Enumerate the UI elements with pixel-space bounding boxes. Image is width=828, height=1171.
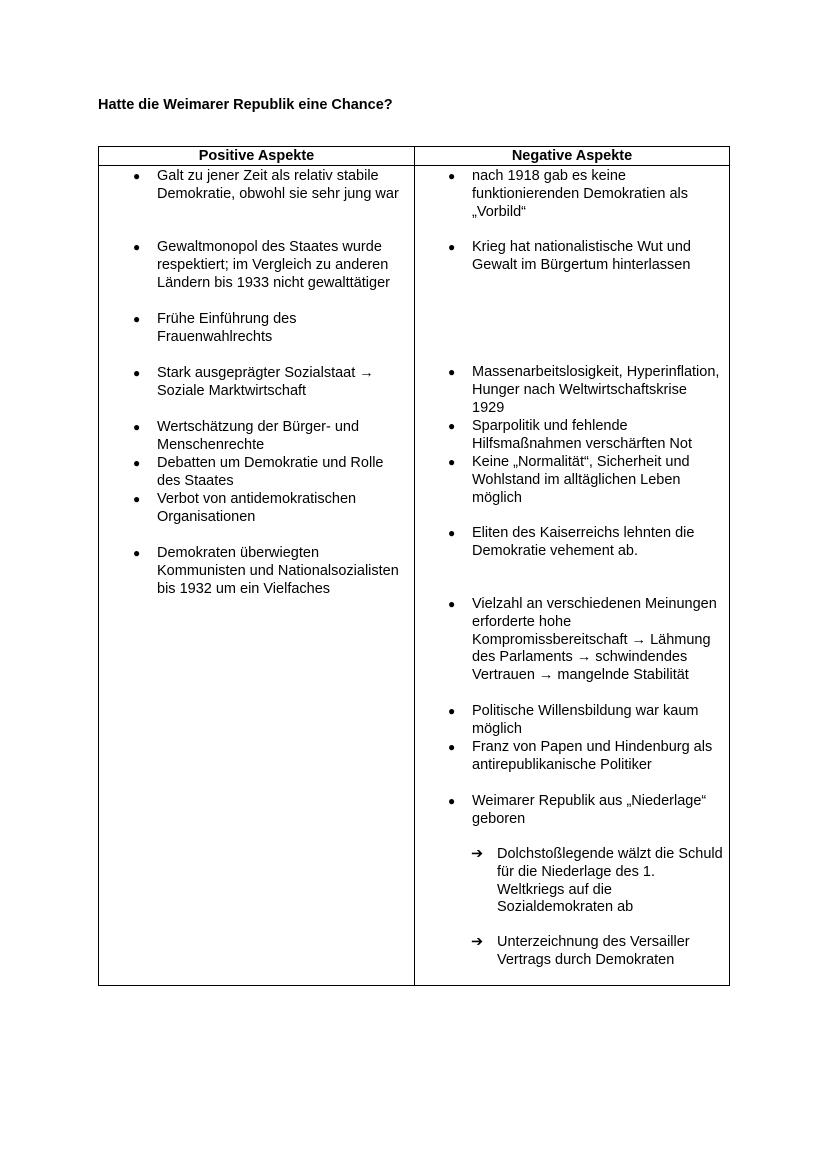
bullet-icon: ●: [448, 169, 456, 183]
bullet-icon: ●: [448, 704, 456, 718]
bullet-icon: ●: [133, 456, 141, 470]
positive-item: ● Wertschätzung der Bürger- und Menschenrechte: [133, 419, 360, 453]
header-positive: Positive Aspekte: [198, 148, 315, 164]
arrow-right-icon: ➔: [471, 934, 484, 950]
bullet-icon: ●: [448, 597, 456, 611]
bullet-icon: ●: [133, 366, 141, 380]
bullet-icon: ●: [448, 740, 456, 754]
bullet-icon: ●: [448, 419, 456, 433]
negative-subitem: ➔ Dolchstoßlegende wälzt die Schuld für die Niederlage des 1. Weltkriegs auf die Sozialdemokraten ab: [471, 846, 723, 916]
header-divider: [99, 165, 729, 166]
positive-item: ● Frühe Einführung des Frauenwahlrechts: [133, 311, 297, 345]
bullet-icon: ●: [448, 365, 456, 379]
bullet-icon: ●: [133, 546, 141, 560]
page-title: Hatte die Weimarer Republik eine Chance?: [98, 97, 393, 113]
bullet-icon: ●: [448, 240, 456, 254]
positive-item: ● Demokraten überwiegten Kommunisten und Nationalsozialisten bis 1932 um ein Vielfaches: [133, 545, 399, 597]
negative-item: ● Eliten des Kaiserreichs lehnten die Demokratie vehement ab.: [448, 525, 695, 559]
negative-item: ● Massenarbeitslosigkeit, Hyperinflation, Hunger nach Weltwirtschaftskrise 1929: [448, 364, 720, 416]
negative-item: ● Krieg hat nationalistische Wut und Gewalt im Bürgertum hinterlassen: [448, 239, 691, 273]
positive-item: ● Gewaltmonopol des Staates wurde respektiert; im Vergleich zu anderen Ländern bis 1933 nicht gewalttätiger: [133, 239, 390, 291]
bullet-icon: ●: [448, 794, 456, 808]
negative-item: ● Weimarer Republik aus „Niederlage“ geboren: [448, 793, 707, 827]
arrow-right-icon: ➔: [471, 846, 484, 862]
bullet-icon: ●: [448, 455, 456, 469]
positive-item: ● Debatten um Demokratie und Rolle des Staates: [133, 455, 384, 489]
negative-item: ● Franz von Papen und Hindenburg als antirepublikanische Politiker: [448, 739, 713, 773]
positive-item: ● Galt zu jener Zeit als relativ stabile Demokratie, obwohl sie sehr jung war: [133, 168, 399, 202]
bullet-icon: ●: [133, 420, 141, 434]
negative-item: ● Politische Willensbildung war kaum möglich: [448, 703, 699, 737]
header-negative: Negative Aspekte: [511, 148, 633, 164]
bullet-icon: ●: [133, 240, 141, 254]
bullet-icon: ●: [133, 492, 141, 506]
bullet-icon: ●: [448, 526, 456, 540]
bullet-icon: ●: [133, 312, 141, 326]
positive-item: ● Stark ausgeprägter Sozialstaat → Soziale Marktwirtschaft: [133, 365, 374, 399]
negative-item: ● nach 1918 gab es keine funktionierenden Demokratien als „Vorbild“: [448, 168, 689, 220]
bullet-icon: ●: [133, 169, 141, 183]
negative-item: ● Sparpolitik und fehlende Hilfsmaßnahmen verschärften Not: [448, 418, 692, 452]
negative-subitem: ➔ Unterzeichnung des Versailler Vertrags durch Demokraten: [471, 934, 690, 968]
negative-item: ● Vielzahl an verschiedenen Meinungen erforderte hohe Kompromissbereitschaft → Lähmung des Parlaments → schwindendes Vertrauen → mangelnde Stabilität: [448, 596, 717, 684]
negative-item: ● Keine „Normalität“, Sicherheit und Wohlstand im alltäglichen Leben möglich: [448, 454, 690, 506]
positive-item: ● Verbot von antidemokratischen Organisationen: [133, 491, 357, 525]
column-divider: [414, 147, 415, 985]
